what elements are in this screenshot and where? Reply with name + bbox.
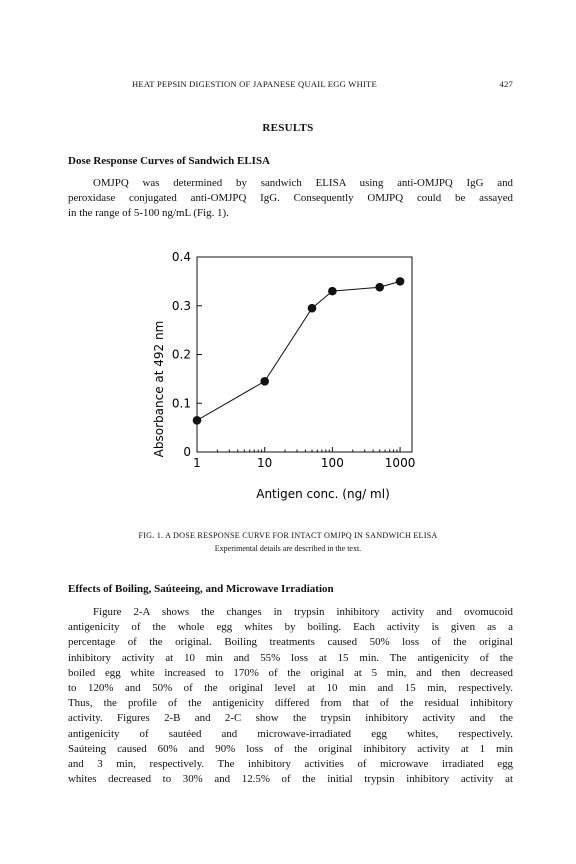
y-axis-label: Absorbance at 492 nm bbox=[152, 320, 166, 458]
page-number: 427 bbox=[499, 79, 513, 89]
text-line: antigenicity of sautéed and microwave-irradiated egg whites, respectively. bbox=[68, 727, 513, 740]
subsection-heading-boiling: Effects of Boiling, Saúteeing, and Microwave Irradiation bbox=[68, 583, 334, 595]
series-line bbox=[197, 281, 400, 420]
text-line: percentage of the original. Boiling treatments caused 50% loss of the original bbox=[68, 636, 513, 649]
data-point bbox=[193, 416, 202, 425]
text-line: Figure 2-A shows the changes in trypsin inhibitory activity and ovomucoid bbox=[93, 606, 513, 618]
y-tick-label: 0.3 bbox=[171, 298, 191, 313]
y-tick-label: 0.1 bbox=[171, 396, 191, 411]
data-point bbox=[328, 287, 337, 296]
text-line: in the range of 5-100 ng/mL (Fig. 1). bbox=[68, 207, 229, 220]
text-line: OMJPQ was determined by sandwich ELISA using anti-OMJPQ IgG and bbox=[93, 177, 513, 189]
y-tick-label: 0.2 bbox=[171, 347, 191, 362]
subsection-heading-elisa: Dose Response Curves of Sandwich ELISA bbox=[68, 155, 271, 167]
chart-series bbox=[193, 277, 405, 425]
x-tick-label: 100 bbox=[320, 456, 344, 470]
text-line: boiled egg white increased to 170% of the original at 5 min, and then decreased bbox=[68, 666, 513, 679]
data-point bbox=[396, 277, 405, 286]
x-axis-label: Antigen conc. (ng/ ml) bbox=[256, 487, 390, 501]
figure-caption: FIG. 1. A DOSE RESPONSE CURVE FOR INTACT OMJPQ IN SANDWICH ELISA bbox=[138, 531, 438, 540]
figure-1 bbox=[140, 244, 440, 506]
x-tick-label: 1000 bbox=[384, 456, 416, 470]
running-title: HEAT PEPSIN DIGESTION OF JAPANESE QUAIL EGG WHITE bbox=[132, 79, 377, 89]
tick-labels bbox=[172, 250, 415, 470]
figure-caption-note: Experimental details are described in the text. bbox=[214, 544, 362, 553]
text-line: and 3 min, respectively. The inhibitory activities of microwave irradiated egg bbox=[68, 758, 513, 771]
text-line: whites decreased to 30% and 12.5% of the initial trypsin inhibitory activity at bbox=[68, 773, 513, 786]
dose-response-chart bbox=[140, 244, 440, 506]
x-tick-label: 10 bbox=[257, 456, 273, 470]
text-line: activity. Figures 2-B and 2-C show the trypsin inhibitory activity and the bbox=[68, 712, 513, 725]
y-tick-label: 0.4 bbox=[171, 250, 191, 264]
text-line: Saúteing caused 60% and 90% loss of the original inhibitory activity at 1 min bbox=[68, 742, 513, 755]
data-point bbox=[308, 304, 317, 313]
data-point bbox=[260, 377, 269, 386]
section-title: RESULTS bbox=[262, 122, 314, 134]
text-line: Thus, the profile of the antigenicity differed from that of the residual inhibitory bbox=[68, 697, 513, 710]
x-tick-label: 1 bbox=[193, 456, 201, 470]
y-tick-label: 0 bbox=[183, 445, 191, 459]
text-line: inhibitory activity at 10 min and 55% loss at 15 min. The antigenicity of the bbox=[68, 651, 513, 664]
paragraph-boiling bbox=[68, 605, 513, 787]
text-line: peroxidase conjugated anti-OMJPQ IgG. Consequently OMJPQ could be assayed bbox=[68, 192, 513, 205]
text-line: to 120% and 50% of the original level at 10 min and 15 min, respectively. bbox=[68, 682, 513, 695]
paragraph-elisa bbox=[68, 176, 513, 222]
text-line: antigenicity of the whole egg whites by boiling. Each activity is given as a bbox=[68, 621, 513, 634]
data-point bbox=[375, 283, 384, 292]
